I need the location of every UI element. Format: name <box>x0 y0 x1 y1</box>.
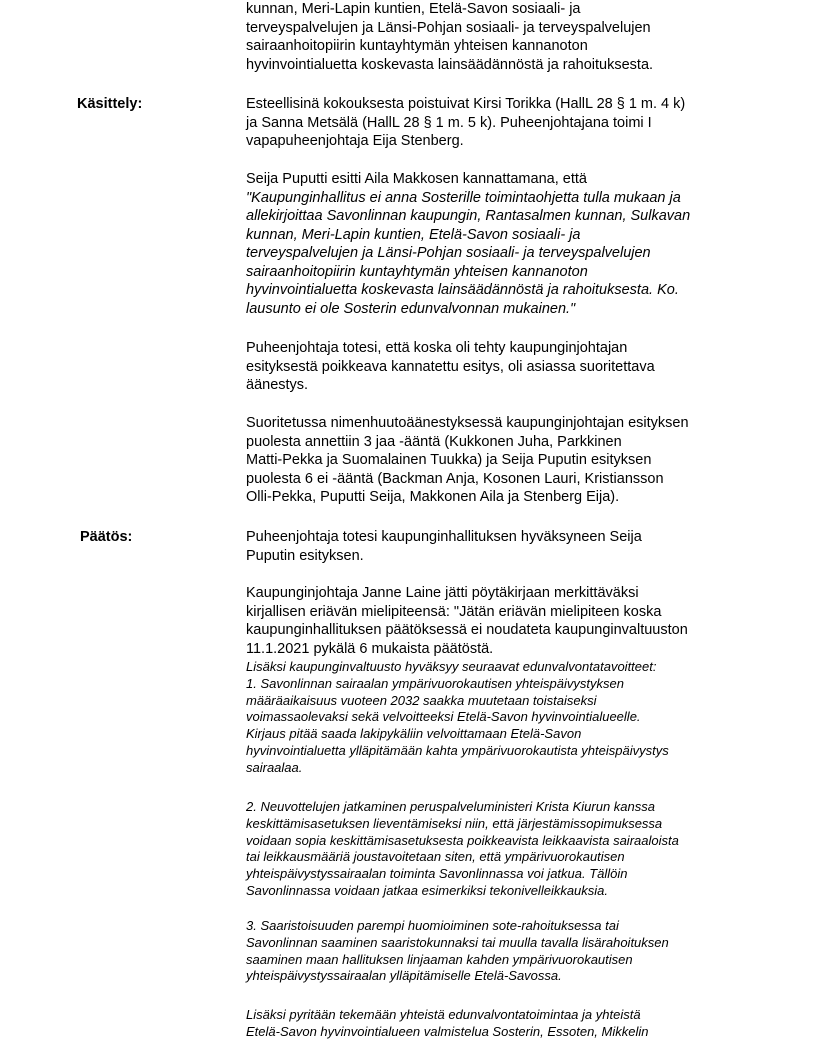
italic-line: Etelä-Savon hyvinvointialueen valmistelua Sosterin, Essoten, Mikkelin <box>246 1023 649 1039</box>
text-line: Puheenjohtaja totesi, että koska oli tehty kaupunginjohtajan <box>246 340 628 356</box>
text-line: hyvinvointialuetta koskevasta lainsäädännöstä ja rahoituksesta. <box>246 56 654 73</box>
italic-line: hyvinvointialuetta ylläpitämään kahta ympärivuorokautista yhteispäivystys <box>246 742 669 758</box>
italic-line: Lisäksi pyritään tekemään yhteistä edunvalvontatoimintaa ja yhteistä <box>246 1007 641 1022</box>
dissent-goal-2 <box>246 799 766 900</box>
text-line: Seija Puputti esitti Aila Makkosen kannattamana, että <box>246 171 587 187</box>
italic-line: Savonlinnan saaminen saaristokunnaksi tai muulla tavalla lisärahoituksen <box>246 934 669 950</box>
quote-line: lausunto ei ole Sosterin edunvalvonnan mukainen." <box>246 300 576 317</box>
section-label-kasittely: Käsittely: <box>77 96 143 112</box>
paatos-paragraph-2 <box>246 584 766 658</box>
text-line: Puheenjohtaja totesi kaupunginhallituksen hyväksyneen Seija <box>246 529 642 545</box>
italic-line: saaminen maan hallituksen linjaaman kahden ympärivuorokautisen <box>246 951 633 967</box>
kasittely-paragraph-1 <box>246 95 766 151</box>
text-line: sairaanhoitopiirin kuntayhtymän yhteisen kannanoton <box>246 38 588 54</box>
italic-line: 2. Neuvottelujen jatkaminen peruspalveluministeri Krista Kiurun kanssa <box>246 799 655 814</box>
italic-line: 1. Savonlinnan sairaalan ympärivuorokautisen yhteispäivystyksen <box>246 675 624 691</box>
italic-line: Savonlinnassa voidaan jatkaa esimerkiksi tekonivelleikkauksia. <box>246 882 609 898</box>
dissent-closing <box>246 1007 766 1041</box>
text-line: puolesta 6 ei -ääntä (Backman Anja, Kosonen Lauri, Kristiansson <box>246 470 664 487</box>
text-line: kunnan, Meri-Lapin kuntien, Etelä-Savon sosiaali- ja <box>246 1 581 17</box>
italic-line: voidaan sopia keskittämisasetuksesta poikkeavista leikkaavista sairaaloista <box>246 832 679 848</box>
text-line: ja Sanna Metsälä (HallL 28 § 1 m. 5 k). Puheenjohtajana toimi I <box>246 114 652 131</box>
italic-line: voimassaolevaksi sekä velvoitteeksi Etelä-Savon hyvinvointialueelle. <box>246 709 641 725</box>
text-line: puolesta annettiin 3 jaa -ääntä (Kukkonen Juha, Parkkinen <box>246 433 622 450</box>
quote-line: kunnan, Meri-Lapin kuntien, Etelä-Savon sosiaali- ja <box>246 226 581 243</box>
quote-line: "Kaupunginhallitus ei anna Sosterille toimintaohjetta tulla mukaan ja <box>246 189 681 206</box>
italic-line: keskittämisasetuksen lieventämiseksi niin, että järjestämissopimuksessa <box>246 815 663 831</box>
intro-paragraph <box>246 0 766 74</box>
text-line: kaupunginhallituksen päätöksessä ei noudateta kaupunginvaltuuston <box>246 622 688 638</box>
italic-line: Kirjaus pitää saada lakipykäliin velvoittamaan Etelä-Savon <box>246 726 582 742</box>
quote-line: sairaanhoitopiirin kuntayhtymän yhteisen kannanoton <box>246 263 588 280</box>
section-label-paatos: Päätös: <box>80 529 133 545</box>
proposal-quote <box>246 189 766 319</box>
text-line: Olli-Pekka, Puputti Seija, Makkonen Aila ja Stenberg Eija). <box>246 489 620 505</box>
text-line: Matti-Pekka ja Suomalainen Tuukka) ja Seija Puputin esityksen <box>246 452 652 468</box>
dissent-goals-intro <box>246 659 766 777</box>
text-line: Esteellisinä kokouksesta poistuivat Kirsi Torikka (HallL 28 § 1 m. 4 k) <box>246 96 686 112</box>
italic-line: 3. Saaristoisuuden parempi huomioiminen sote-rahoituksessa tai <box>246 918 619 933</box>
italic-line: määräaikaisuus vuoteen 2032 saakka muutetaan toistaiseksi <box>246 692 597 708</box>
text-line: äänestys. <box>246 377 309 393</box>
paatos-paragraph-1 <box>246 528 766 565</box>
kasittely-paragraph-2 <box>246 170 766 318</box>
quote-line: allekirjoittaa Savonlinnan kaupungin, Rantasalmen kunnan, Sulkavan <box>246 208 691 224</box>
italic-line: sairaalaa. <box>246 759 303 775</box>
text-line: Suoritetussa nimenhuutoäänestyksessä kaupunginjohtajan esityksen <box>246 415 689 431</box>
kasittely-paragraph-4 <box>246 414 766 507</box>
text-line: Kaupunginjohtaja Janne Laine jätti pöytäkirjaan merkittäväksi <box>246 585 639 601</box>
italic-line: yhteispäivystyssairaalan ylläpitämiselle Etelä-Savossa. <box>246 968 562 984</box>
italic-line: Lisäksi kaupunginvaltuusto hyväksyy seuraavat edunvalvontatavoitteet: <box>246 659 657 674</box>
italic-line: yhteispäivystyssairaalan toiminta Savonlinnassa voi jatkua. Tällöin <box>246 866 628 882</box>
text-line: esityksestä poikkeava kannatettu esitys, oli asiassa suoritettava <box>246 358 655 375</box>
text-line: 11.1.2021 pykälä 6 mukaista päätöstä. <box>246 640 494 657</box>
text-line: vapapuheenjohtaja Eija Stenberg. <box>246 133 464 149</box>
quote-line: hyvinvointialuetta koskevasta lainsäädännöstä ja rahoituksesta. Ko. <box>246 282 679 298</box>
text-line: terveyspalvelujen ja Länsi-Pohjan sosiaali- ja terveyspalvelujen <box>246 19 651 36</box>
italic-line: tai leikkausmääriä joustavoitetaan siten, että ympärivuorokautisen <box>246 849 625 865</box>
text-line: kirjallisen eriävän mielipiteensä: "Jätän eriävän mielipiteen koska <box>246 603 662 620</box>
dissent-goal-3 <box>246 918 766 985</box>
text-line: Puputin esityksen. <box>246 547 364 564</box>
quote-line: terveyspalvelujen ja Länsi-Pohjan sosiaali- ja terveyspalvelujen <box>246 245 651 261</box>
kasittely-paragraph-3 <box>246 339 766 395</box>
